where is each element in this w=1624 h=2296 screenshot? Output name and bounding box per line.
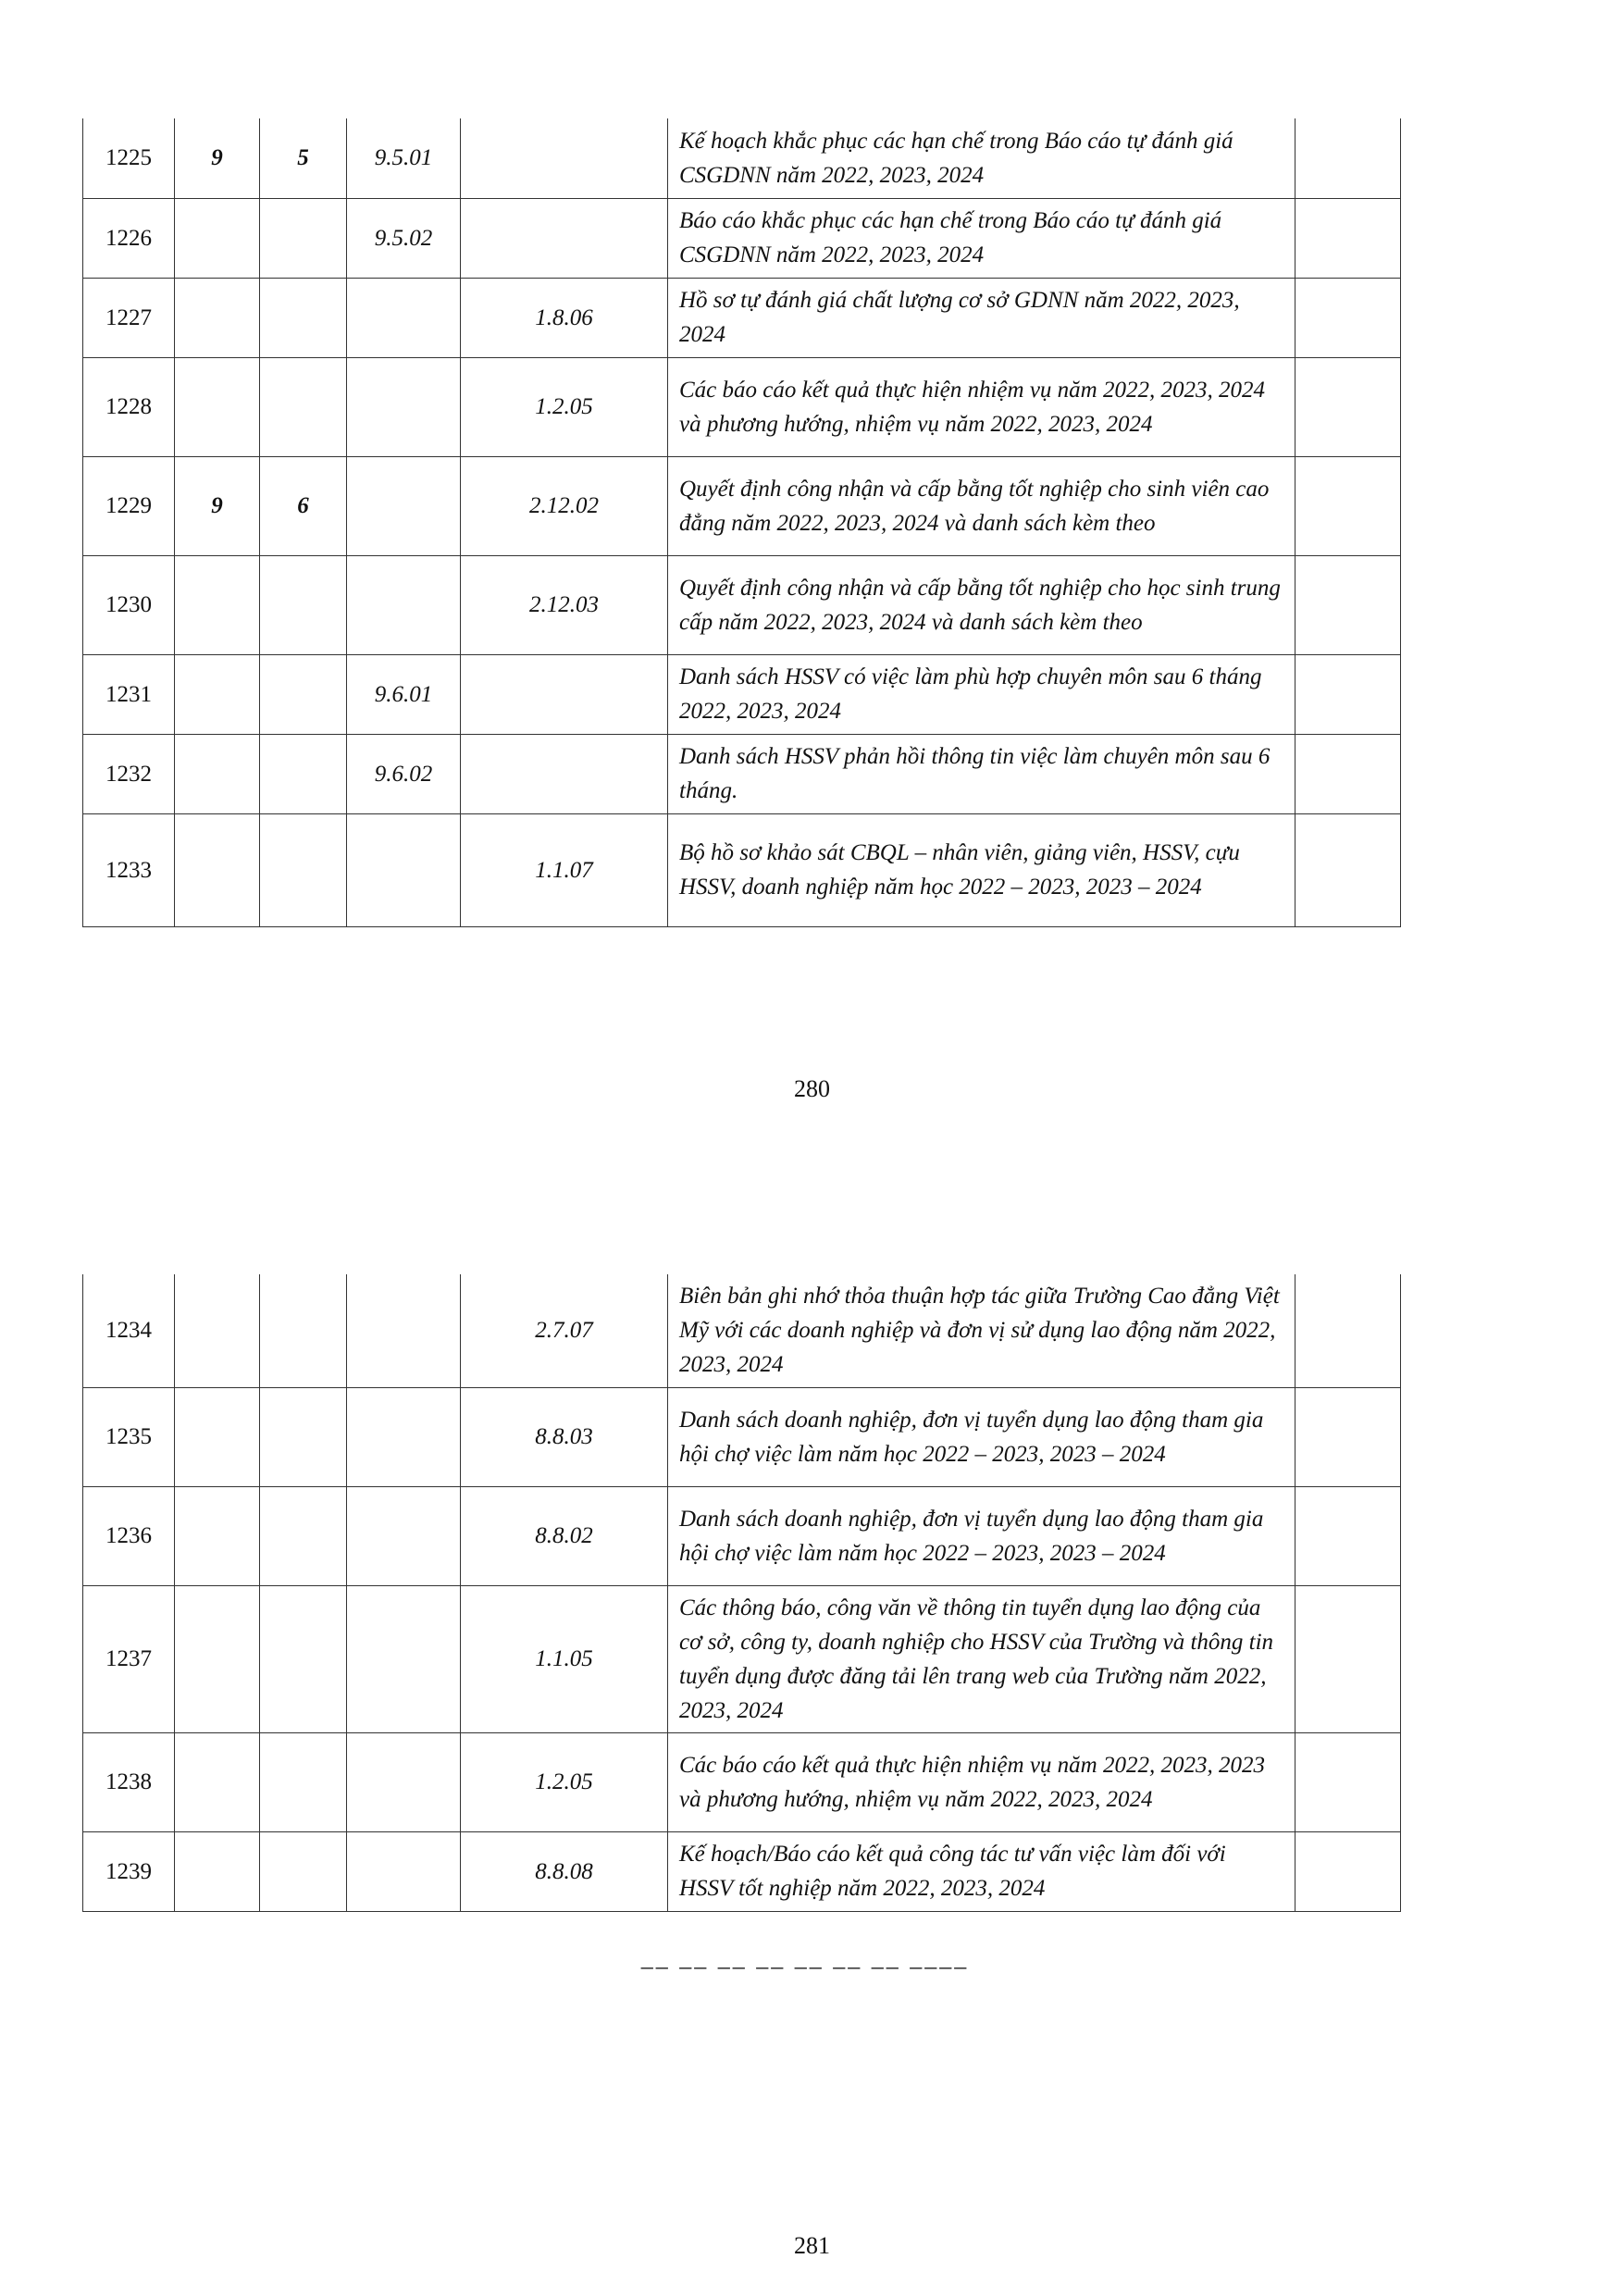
table-row [83, 1387, 1401, 1486]
cell-b: 6 [260, 456, 347, 555]
cell-desc: Danh sách doanh nghiệp, đơn vị tuyển dụng lao động tham gia hội chợ việc làm năm học 2022 – 2023, 2023 – 2024 [668, 1387, 1295, 1486]
cell-desc: Các thông báo, công văn về thông tin tuyển dụng lao động của cơ sở, công ty, doanh nghiệp cho HSSV của Trường và thông tin tuyển dụng được đăng tải lên trang web của Trường năm 2022, 2023, 2024 [668, 1585, 1295, 1732]
cell-desc: Quyết định công nhận và cấp bằng tốt nghiệp cho học sinh trung cấp năm 2022, 2023, 2024 và danh sách kèm theo [668, 555, 1295, 654]
cell-code [347, 1274, 461, 1387]
cell-ref [461, 118, 668, 198]
table-row [83, 1732, 1401, 1831]
cell-code [347, 1585, 461, 1732]
cell-ref [461, 198, 668, 278]
cell-desc: Danh sách doanh nghiệp, đơn vị tuyển dụng lao động tham gia hội chợ việc làm năm học 2022 – 2023, 2023 – 2024 [668, 1486, 1295, 1585]
cell-ref: 8.8.08 [461, 1831, 668, 1911]
cell-b [260, 1274, 347, 1387]
end-marker: –– –– –– –– –– –– –– –––– [640, 1953, 970, 1980]
evidence-table-page-280 [82, 118, 1401, 927]
cell-a [175, 198, 260, 278]
cell-note [1295, 813, 1401, 926]
cell-a [175, 1387, 260, 1486]
cell-b [260, 813, 347, 926]
cell-a [175, 813, 260, 926]
cell-no: 1234 [83, 1274, 175, 1387]
cell-code: 9.6.01 [347, 654, 461, 734]
cell-ref: 1.8.06 [461, 278, 668, 357]
cell-ref [461, 654, 668, 734]
cell-no: 1230 [83, 555, 175, 654]
evidence-table-page-281 [82, 1274, 1401, 1912]
table-row [83, 1585, 1401, 1732]
cell-desc: Quyết định công nhận và cấp bằng tốt nghiệp cho sinh viên cao đẳng năm 2022, 2023, 2024 và danh sách kèm theo [668, 456, 1295, 555]
table-row [83, 118, 1401, 198]
cell-desc: Hồ sơ tự đánh giá chất lượng cơ sở GDNN năm 2022, 2023, 2024 [668, 278, 1295, 357]
cell-no: 1225 [83, 118, 175, 198]
cell-code [347, 1486, 461, 1585]
cell-code: 9.5.01 [347, 118, 461, 198]
cell-b [260, 198, 347, 278]
cell-no: 1236 [83, 1486, 175, 1585]
cell-desc: Kế hoạch/Báo cáo kết quả công tác tư vấn việc làm đối với HSSV tốt nghiệp năm 2022, 2023, 2024 [668, 1831, 1295, 1911]
cell-a: 9 [175, 118, 260, 198]
cell-desc: Các báo cáo kết quả thực hiện nhiệm vụ năm 2022, 2023, 2023 và phương hướng, nhiệm vụ năm 2022, 2023, 2024 [668, 1732, 1295, 1831]
cell-ref: 2.12.02 [461, 456, 668, 555]
cell-desc: Báo cáo khắc phục các hạn chế trong Báo cáo tự đánh giá CSGDNN năm 2022, 2023, 2024 [668, 198, 1295, 278]
cell-no: 1235 [83, 1387, 175, 1486]
cell-code [347, 1732, 461, 1831]
page-number: 281 [794, 2232, 830, 2259]
cell-note [1295, 654, 1401, 734]
cell-no: 1227 [83, 278, 175, 357]
cell-no: 1238 [83, 1732, 175, 1831]
cell-no: 1237 [83, 1585, 175, 1732]
cell-code: 9.6.02 [347, 734, 461, 813]
cell-no: 1232 [83, 734, 175, 813]
cell-b: 5 [260, 118, 347, 198]
cell-a [175, 357, 260, 456]
cell-code [347, 1387, 461, 1486]
cell-ref: 1.2.05 [461, 1732, 668, 1831]
table-row [83, 1486, 1401, 1585]
cell-code [347, 456, 461, 555]
cell-ref: 8.8.02 [461, 1486, 668, 1585]
page-number: 280 [794, 1075, 830, 1102]
cell-note [1295, 1387, 1401, 1486]
cell-note [1295, 734, 1401, 813]
cell-b [260, 357, 347, 456]
cell-code [347, 555, 461, 654]
cell-a [175, 654, 260, 734]
cell-ref: 1.2.05 [461, 357, 668, 456]
table-row [83, 456, 1401, 555]
cell-note [1295, 1274, 1401, 1387]
cell-note [1295, 1732, 1401, 1831]
cell-note [1295, 118, 1401, 198]
cell-note [1295, 278, 1401, 357]
cell-ref: 2.12.03 [461, 555, 668, 654]
table-row [83, 198, 1401, 278]
cell-b [260, 1831, 347, 1911]
table-body [83, 118, 1401, 926]
cell-ref: 8.8.03 [461, 1387, 668, 1486]
cell-b [260, 1585, 347, 1732]
table-row [83, 813, 1401, 926]
cell-code [347, 813, 461, 926]
cell-code [347, 357, 461, 456]
cell-b [260, 1486, 347, 1585]
cell-b [260, 734, 347, 813]
cell-a: 9 [175, 456, 260, 555]
cell-desc: Kế hoạch khắc phục các hạn chế trong Báo cáo tự đánh giá CSGDNN năm 2022, 2023, 2024 [668, 118, 1295, 198]
cell-note [1295, 1585, 1401, 1732]
cell-ref [461, 734, 668, 813]
cell-note [1295, 555, 1401, 654]
cell-desc: Biên bản ghi nhớ thỏa thuận hợp tác giữa Trường Cao đẳng Việt Mỹ với các doanh nghiệp và đơn vị sử dụng lao động năm 2022, 2023, 2024 [668, 1274, 1295, 1387]
table-body [83, 1274, 1401, 1911]
cell-no: 1239 [83, 1831, 175, 1911]
cell-a [175, 1486, 260, 1585]
table-row [83, 357, 1401, 456]
cell-a [175, 278, 260, 357]
cell-note [1295, 1486, 1401, 1585]
cell-desc: Bộ hồ sơ khảo sát CBQL – nhân viên, giảng viên, HSSV, cựu HSSV, doanh nghiệp năm học 2022 – 2023, 2023 – 2024 [668, 813, 1295, 926]
cell-no: 1233 [83, 813, 175, 926]
cell-ref: 1.1.07 [461, 813, 668, 926]
cell-a [175, 555, 260, 654]
table-row [83, 278, 1401, 357]
table-row [83, 555, 1401, 654]
table-row [83, 734, 1401, 813]
cell-code: 9.5.02 [347, 198, 461, 278]
cell-code [347, 1831, 461, 1911]
cell-no: 1226 [83, 198, 175, 278]
cell-no: 1229 [83, 456, 175, 555]
cell-desc: Các báo cáo kết quả thực hiện nhiệm vụ năm 2022, 2023, 2024 và phương hướng, nhiệm vụ năm 2022, 2023, 2024 [668, 357, 1295, 456]
cell-b [260, 278, 347, 357]
cell-note [1295, 456, 1401, 555]
cell-b [260, 1732, 347, 1831]
cell-a [175, 1274, 260, 1387]
table-row [83, 1274, 1401, 1387]
cell-ref: 2.7.07 [461, 1274, 668, 1387]
cell-a [175, 734, 260, 813]
cell-ref: 1.1.05 [461, 1585, 668, 1732]
cell-note [1295, 1831, 1401, 1911]
cell-a [175, 1831, 260, 1911]
cell-note [1295, 198, 1401, 278]
table-row [83, 1831, 1401, 1911]
table-row [83, 654, 1401, 734]
cell-code [347, 278, 461, 357]
cell-desc: Danh sách HSSV phản hồi thông tin việc làm chuyên môn sau 6 tháng. [668, 734, 1295, 813]
cell-a [175, 1585, 260, 1732]
cell-no: 1231 [83, 654, 175, 734]
cell-a [175, 1732, 260, 1831]
cell-no: 1228 [83, 357, 175, 456]
cell-b [260, 654, 347, 734]
cell-b [260, 555, 347, 654]
cell-desc: Danh sách HSSV có việc làm phù hợp chuyên môn sau 6 tháng 2022, 2023, 2024 [668, 654, 1295, 734]
cell-b [260, 1387, 347, 1486]
cell-note [1295, 357, 1401, 456]
